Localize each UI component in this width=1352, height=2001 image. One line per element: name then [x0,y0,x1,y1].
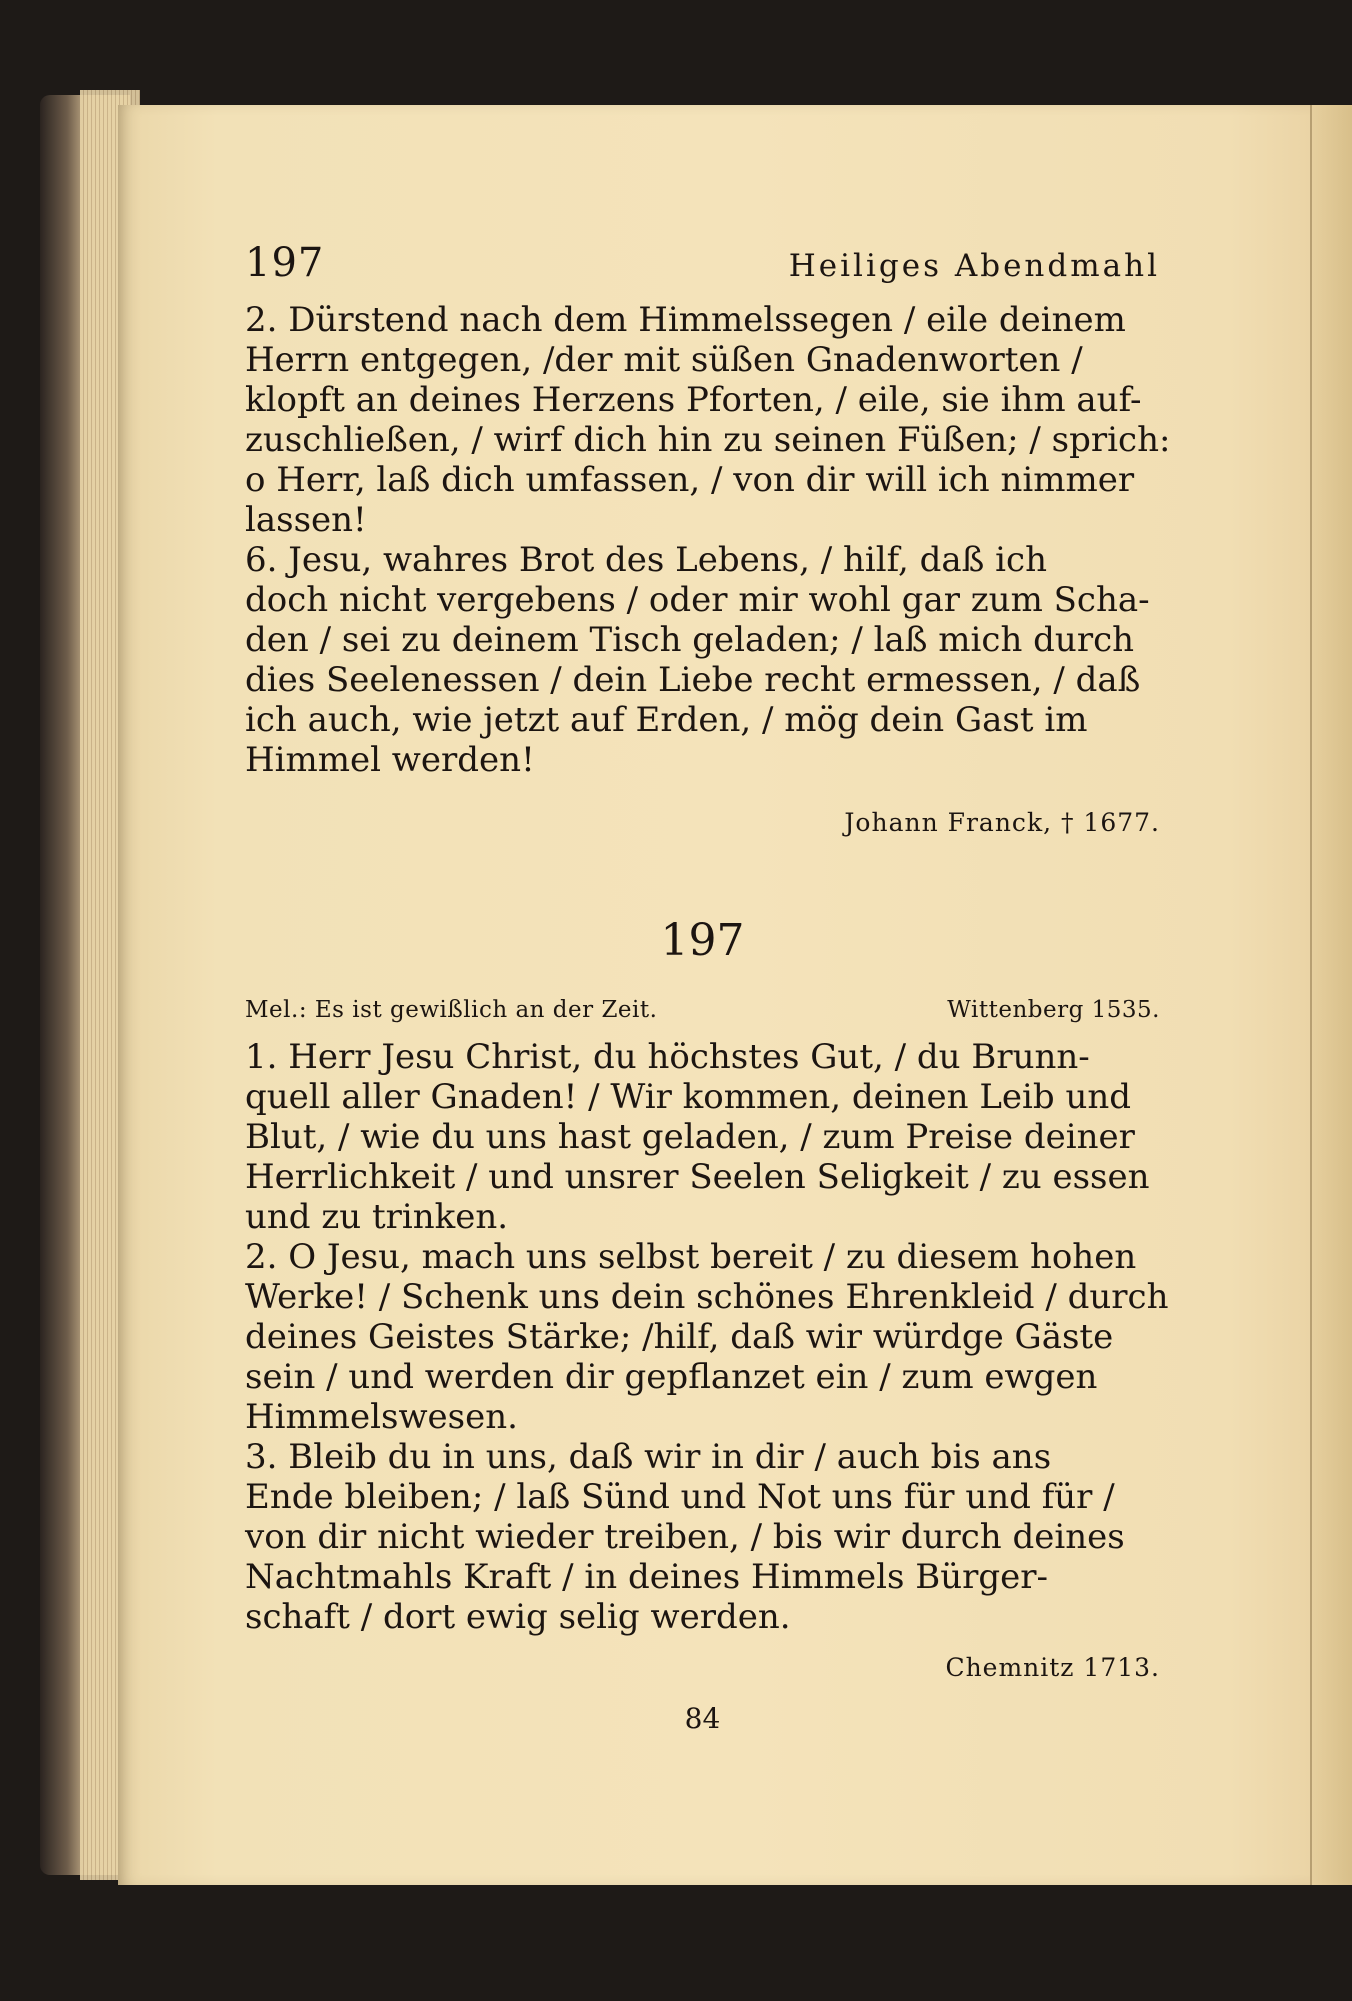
stanza [245,300,1171,540]
text-line: Herrn entgegen, /der mit süßen Gnadenworten / [245,340,1083,380]
text-line: Werke! / Schenk uns dein schönes Ehrenkleid / durch [245,1277,1169,1317]
text-line: sein / und werden dir gepflanzet ein / zum ewgen [245,1357,1098,1397]
text-line: o Herr, laß dich umfassen, / von dir will ich nimmer [245,460,1135,500]
author-credit: Johann Franck, † 1677. [844,808,1160,837]
text-line: Herrlichkeit / und unsrer Seelen Seligkeit / zu essen [245,1157,1150,1197]
stanza [245,540,1160,780]
author-credit: Chemnitz 1713. [945,1653,1160,1682]
melody-origin: Wittenberg 1535. [947,997,1160,1023]
page-number: 84 [684,1702,721,1735]
text-line: Blut, / wie du uns hast geladen, / zum Preise deiner [245,1117,1135,1157]
text-line: 2. O Jesu, mach uns selbst bereit / zu diesem hohen [245,1237,1137,1277]
hymn-number: 197 [660,915,745,966]
stanza [245,1437,1160,1637]
text-line: dies Seelenessen / dein Liebe recht ermessen, / daß [245,660,1141,700]
text-line: klopft an deines Herzens Pforten, / eile, sie ihm auf- [245,380,1142,420]
text-line: 1. Herr Jesu Christ, du höchstes Gut, / du Brunn- [245,1037,1090,1077]
melody-row [245,997,1160,1023]
running-header [245,240,1160,300]
section-title: Heiliges Abendmahl [788,248,1160,284]
text-line: den / sei zu deinem Tisch geladen; / laß mich durch [245,620,1135,660]
stanza [245,1037,1160,1237]
stanza [245,1237,1169,1437]
text-line: deines Geistes Stärke; /hilf, daß wir würdge Gäste [245,1317,1114,1357]
text-line: Ende bleiben; / laß Sünd und Not uns für und für / [245,1477,1115,1517]
text-line: lassen! [245,500,367,540]
text-line: und zu trinken. [245,1197,509,1237]
text-line: Himmelswesen. [245,1397,518,1437]
text-line: zuschließen, / wirf dich hin zu seinen Füßen; / sprich: [245,420,1171,460]
text-line: quell aller Gnaden! / Wir kommen, deinen Leib und [245,1077,1132,1117]
text-line: von dir nicht wieder treiben, / bis wir durch deines [245,1517,1125,1557]
text-line: Nachtmahls Kraft / in deines Himmels Bürger- [245,1557,1049,1597]
text-line: doch nicht vergebens / oder mir wohl gar zum Scha- [245,580,1150,620]
page-content [245,240,1171,1735]
facing-page-edge [1310,105,1352,1885]
text-line: ich auch, wie jetzt auf Erden, / mög dein Gast im [245,700,1088,740]
text-line: schaft / dort ewig selig werden. [245,1597,791,1637]
text-line: 2. Dürstend nach dem Himmelssegen / eile deinem [245,300,1126,340]
text-line: 3. Bleib du in uns, daß wir in dir / auch bis ans [245,1437,1052,1477]
hymn-number: 197 [245,240,325,286]
melody-reference: Mel.: Es ist gewißlich an der Zeit. [245,997,658,1023]
text-line: 6. Jesu, wahres Brot des Lebens, / hilf, daß ich [245,540,1047,580]
text-line: Himmel werden! [245,740,535,780]
